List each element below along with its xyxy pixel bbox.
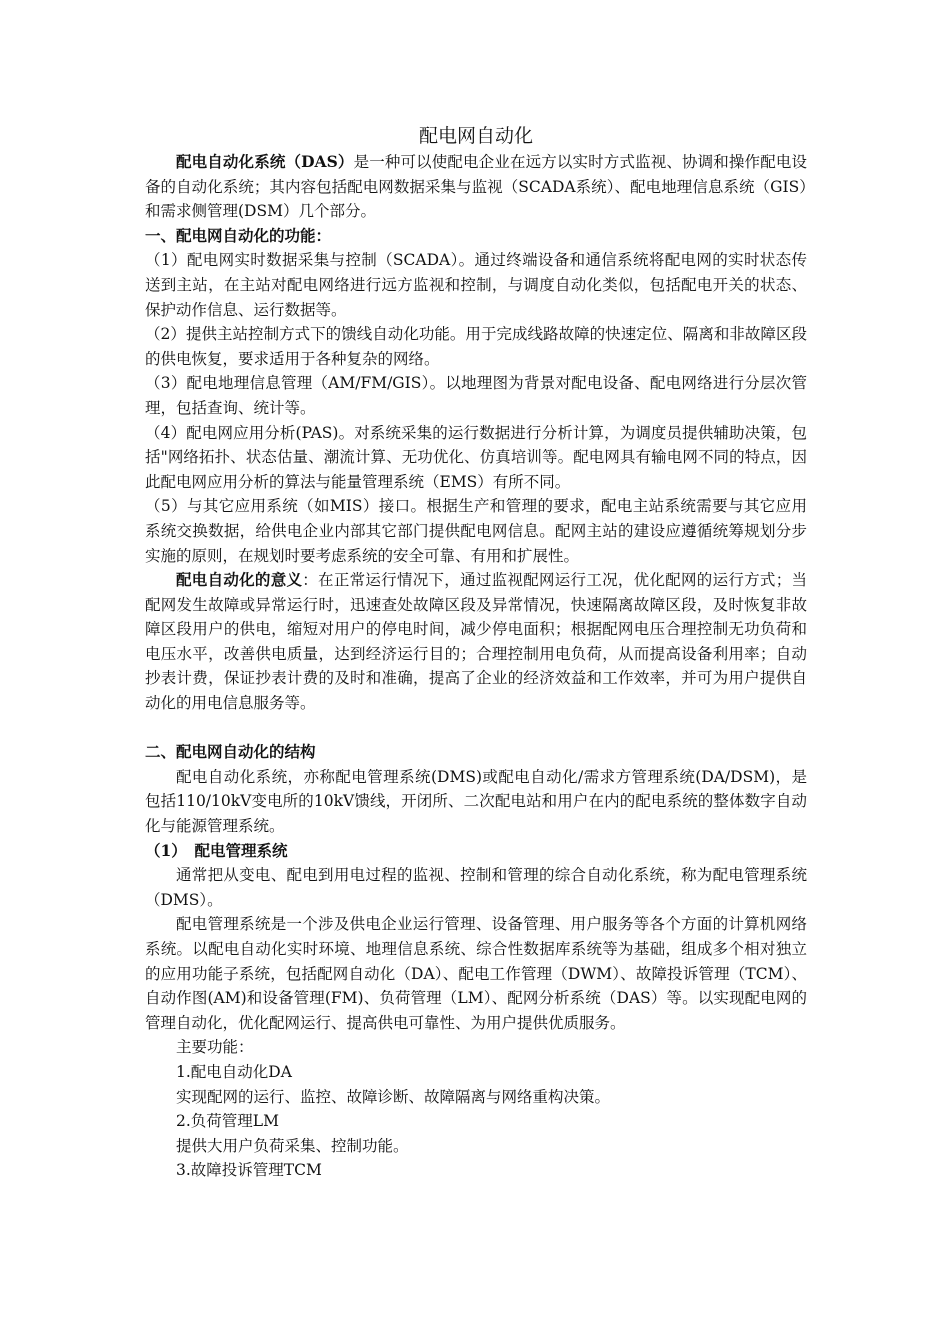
function-item-3: （3）配电地理信息管理（AM/FM/GIS）。以地理图为背景对配电设备、配电网络进行分层次管理，包括查询、统计等。: [145, 374, 807, 417]
main-function-desc: 提供大用户负荷采集、控制功能。: [176, 1136, 409, 1155]
document-page: [145, 122, 807, 1183]
intro-term: 配电自动化系统（DAS）: [176, 152, 354, 171]
function-item-5: （5）与其它应用系统（如MIS）接口。根据生产和管理的要求，配电主站系统需要与其它应用系统交换数据，给供电企业内部其它部门提供配电网信息。配网主站的建设应遵循统筹规划分步实施的原则，在规划时要考虑系统的安全可靠、有用和扩展性。: [145, 497, 807, 565]
main-function-name: 3.故障投诉管理TCM: [176, 1161, 322, 1180]
significance-paragraph: [145, 568, 807, 716]
significance-text: ：在正常运行情况下，通过监视配网运行工况，优化配网的运行方式；当配网发生故障或异常运行时，迅速查处故障区段及异常情况，快速隔离故障区段，及时恢复非故障区段用户的供电，缩短对用户的停电时间，减少停电面积；根据配网电压合理控制无功负荷和电压水平，改善供电质量，达到经济运行目的；合理控制用电负荷，从而提高设备利用率；自动抄表计费，保证抄表计费的及时和准确，提高了企业的经济效益和工作效率，并可为用户提供自动化的用电信息服务等。: [145, 571, 807, 713]
section1-heading: 一、配电网自动化的功能：: [145, 225, 332, 245]
significance-term: 配电自动化的意义: [176, 570, 303, 590]
document-title: 配电网自动化: [418, 125, 533, 147]
function-item-4: （4）配电网应用分析(PAS)。对系统采集的运行数据进行分析计算，为调度员提供辅助决策，包括"网络拓扑、状态估量、潮流计算、无功优化、仿真培训等。配电网具有输电网不同的特点，因此配电网应用分析的算法与能量管理系统（EMS）有所不同。: [145, 423, 807, 491]
main-function-name: 2.负荷管理LM: [176, 1112, 279, 1131]
main-function-desc: 实现配网的运行、监控、故障诊断、故障隔离与网络重构决策。: [176, 1087, 611, 1106]
section2-paragraph: 配电自动化系统，亦称配电管理系统(DMS)或配电自动化/需求方管理系统(DA/DSM)，是包括110/10kV变电所的10kV馈线，开闭所、二次配电站和用户在内的配电系统的整体数字自动化与能源管理系统。: [145, 767, 807, 836]
subsection1-heading: （1） 配电管理系统: [145, 840, 288, 860]
dms-paragraph-2: 配电管理系统是一个涉及供电企业运行管理、设备管理、用户服务等各个方面的计算机网络系统。以配电自动化实时环境、地理信息系统、综合性数据库系统等为基础，组成多个相对独立的应用功能子系统，包括配网自动化（DA）、配电工作管理（DWM）、故障投诉管理（TCM）、自动作图(AM)和设备管理(FM)、负荷管理（LM）、配网分析系统（DAS）等。以实现配电网的管理自动化，优化配网运行、提高供电可靠性、为用户提供优质服务。: [145, 915, 807, 1032]
function-item-1: （1）配电网实时数据采集与控制（SCADA）。通过终端设备和通信系统将配电网的实时状态传送到主站，在主站对配电网络进行远方监视和控制，与调度自动化类似，包括配电开关的状态、保护动作信息、运行数据等。: [145, 251, 807, 319]
dms-paragraph-1: 通常把从变电、配电到用电过程的监视、控制和管理的综合自动化系统，称为配电管理系统（DMS）。: [145, 866, 807, 909]
main-function-name: 1.配电自动化DA: [176, 1062, 292, 1081]
spacer: [145, 716, 807, 741]
section2-heading: 二、配电网自动化的结构: [145, 742, 316, 762]
function-item-2: （2）提供主站控制方式下的馈线自动化功能。用于完成线路故障的快速定位、隔离和非故障区段的供电恢复，要求适用于各种复杂的网络。: [145, 325, 807, 368]
intro-paragraph: [145, 150, 807, 224]
intro-text: 是一种可以使配电企业在远方以实时方式监视、协调和操作配电设备的自动化系统；其内容包括配电网数据采集与监视（SCADA系统）、配电地理信息系统（GIS）和需求侧管理(DSM）几个部分。: [145, 153, 807, 221]
main-functions-label: 主要功能：: [176, 1038, 254, 1057]
